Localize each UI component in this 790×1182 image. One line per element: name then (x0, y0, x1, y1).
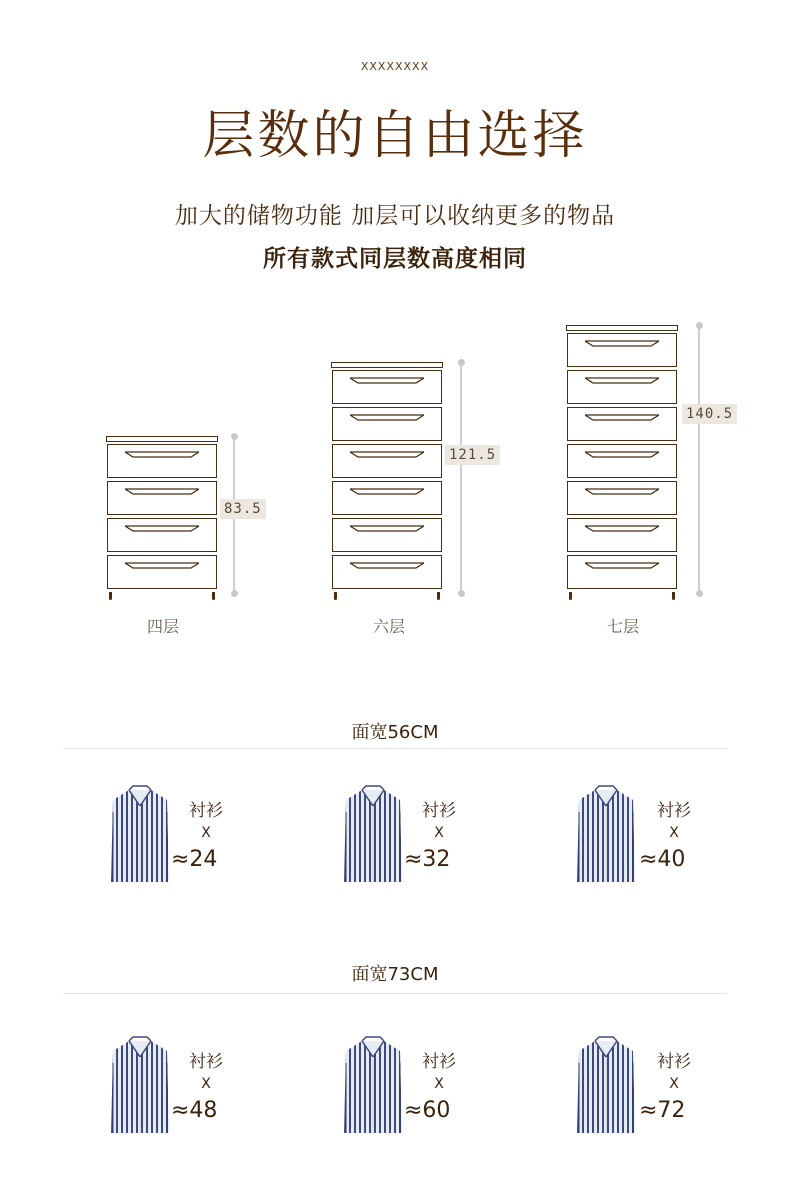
drawer-handle-icon (585, 481, 659, 489)
shirt-image (107, 1033, 173, 1133)
shirt-count-text (171, 796, 241, 872)
shirt-image (340, 1033, 406, 1133)
drawer (332, 407, 442, 441)
drawer-handle-icon (350, 555, 424, 563)
cabinet-foot (109, 592, 112, 600)
section-title-73: 面宽73CM (351, 964, 439, 985)
drawer-handle-icon (350, 370, 424, 378)
drawer (332, 518, 442, 552)
shirt-name: 衬衫 (422, 1052, 456, 1072)
height-dimension-line (460, 364, 462, 596)
section-divider (63, 748, 727, 749)
shirt-name: 衬衫 (657, 1052, 691, 1072)
drawer-handle-icon (585, 407, 659, 415)
cabinet-name-label: 七层 (606, 617, 639, 636)
drawer-handle-icon (350, 407, 424, 415)
shirt-image (107, 782, 173, 882)
drawer (567, 481, 677, 515)
multiply-sign: X (434, 825, 444, 841)
multiply-sign: X (434, 1076, 444, 1092)
height-label: 121.5 (445, 445, 500, 465)
drawer (107, 444, 217, 478)
page-subtitle: 加大的储物功能 加层可以收纳更多的物品 (174, 203, 616, 229)
page-subtitle-bold: 所有款式同层数高度相同 (263, 246, 527, 272)
cabinet-6-layer (331, 362, 443, 592)
shirt-name: 衬衫 (189, 801, 223, 821)
drawer (332, 555, 442, 589)
drawer (107, 518, 217, 552)
shirt-image (573, 782, 639, 882)
drawer-handle-icon (125, 481, 199, 489)
height-label: 83.5 (220, 499, 266, 519)
header-tag: XXXXXXXX (360, 60, 430, 73)
cabinet-foot (212, 592, 215, 600)
dimension-dot (231, 433, 238, 440)
drawer (107, 555, 217, 589)
drawer (332, 444, 442, 478)
shirt-count: ≈48 (171, 1098, 218, 1123)
shirt-name: 衬衫 (189, 1052, 223, 1072)
dimension-dot (458, 590, 465, 597)
height-label: 140.5 (682, 404, 737, 424)
shirt-count-text (639, 796, 709, 872)
drawer (107, 481, 217, 515)
drawer (567, 444, 677, 478)
dimension-dot (458, 359, 465, 366)
cabinet-4-layer (106, 436, 218, 592)
dimension-dot (696, 322, 703, 329)
drawer-handle-icon (585, 518, 659, 526)
dimension-dot (696, 590, 703, 597)
shirt-count: ≈40 (639, 847, 686, 872)
cabinet-foot (672, 592, 675, 600)
multiply-sign: X (669, 1076, 679, 1092)
drawer-handle-icon (125, 518, 199, 526)
shirt-count-text (171, 1047, 241, 1123)
cabinet-top (331, 362, 443, 368)
cabinet-foot (334, 592, 337, 600)
drawer-handle-icon (585, 555, 659, 563)
page-title: 层数的自由选择 (202, 106, 588, 166)
shirt-count: ≈24 (171, 847, 218, 872)
multiply-sign: X (201, 825, 211, 841)
cabinet-7-layer (566, 325, 678, 592)
shirt-count: ≈72 (639, 1098, 686, 1123)
cabinet-name-label: 四层 (146, 617, 179, 636)
drawer (567, 555, 677, 589)
drawer (332, 481, 442, 515)
drawer-handle-icon (350, 481, 424, 489)
cabinet-top (566, 325, 678, 331)
drawer-handle-icon (125, 444, 199, 452)
shirt-image (340, 782, 406, 882)
cabinet-foot (569, 592, 572, 600)
cabinet-top (106, 436, 218, 442)
shirt-count-text (404, 1047, 474, 1123)
drawer-handle-icon (125, 555, 199, 563)
shirt-count-text (404, 796, 474, 872)
drawer (567, 407, 677, 441)
shirt-count-text (639, 1047, 709, 1123)
drawer-handle-icon (350, 444, 424, 452)
drawer-handle-icon (585, 370, 659, 378)
drawer (567, 370, 677, 404)
shirt-name: 衬衫 (422, 801, 456, 821)
shirt-name: 衬衫 (657, 801, 691, 821)
shirt-image (573, 1033, 639, 1133)
dimension-dot (231, 590, 238, 597)
multiply-sign: X (669, 825, 679, 841)
cabinet-name-label: 六层 (372, 617, 405, 636)
height-dimension-line (698, 327, 700, 596)
drawer (332, 370, 442, 404)
drawer (567, 518, 677, 552)
section-divider (63, 993, 727, 994)
shirt-count: ≈32 (404, 847, 451, 872)
shirt-count: ≈60 (404, 1098, 451, 1123)
multiply-sign: X (201, 1076, 211, 1092)
cabinet-foot (437, 592, 440, 600)
section-title-56: 面宽56CM (351, 722, 439, 743)
drawer-handle-icon (350, 518, 424, 526)
drawer-handle-icon (585, 333, 659, 341)
drawer-handle-icon (585, 444, 659, 452)
drawer (567, 333, 677, 367)
